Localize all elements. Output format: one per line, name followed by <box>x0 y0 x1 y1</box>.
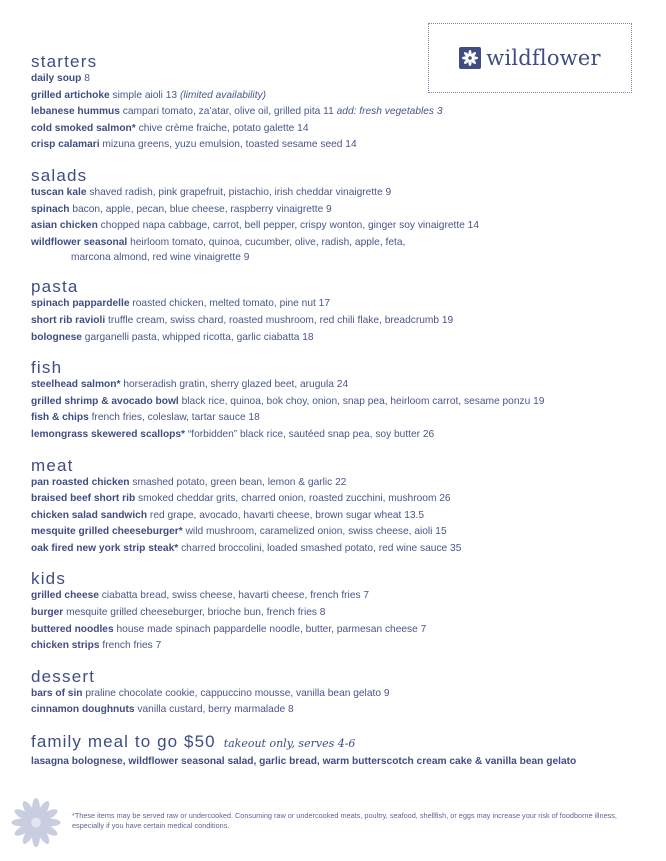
item-description: praline chocolate cookie, cappuccino mousse, vanilla bean gelato 9 <box>85 687 390 699</box>
item-description: simple aioli 13 <box>112 89 178 101</box>
item-description: garganelli pasta, whipped ricotta, garlic ciabatta 18 <box>84 331 314 343</box>
menu-item <box>31 235 641 266</box>
menu-item <box>31 524 641 541</box>
item-description: smoked cheddar grits, charred onion, roasted zucchini, mushroom 26 <box>138 493 451 505</box>
item-name: oak fired new york strip steak* <box>31 542 179 554</box>
item-description: house made spinach pappardelle noodle, butter, parmesan cheese 7 <box>116 623 427 635</box>
menu-section-pasta <box>31 277 641 346</box>
section-title: starters <box>31 52 98 71</box>
menu-item <box>31 686 641 703</box>
item-name: wildflower seasonal <box>31 236 128 248</box>
menu-item <box>31 394 641 411</box>
menu-section-fish <box>31 358 641 443</box>
menu-section-kids <box>31 569 641 654</box>
menu-item <box>31 202 641 219</box>
menu-item <box>31 702 641 719</box>
item-name: chicken salad sandwich <box>31 509 148 521</box>
item-description: charred broccolini, loaded smashed potato, red wine sauce 35 <box>181 542 462 554</box>
item-description: ciabatta bread, swiss cheese, havarti cheese, french fries 7 <box>101 590 370 602</box>
item-name: mesquite grilled cheeseburger* <box>31 526 183 538</box>
item-name: grilled artichoke <box>31 89 110 101</box>
menu-item <box>31 508 641 525</box>
menu-section-dessert <box>31 667 641 719</box>
item-description: campari tomato, za’atar, olive oil, grilled pita 11 <box>122 106 334 118</box>
item-description: french fries, coleslaw, tartar sauce 18 <box>91 412 260 424</box>
item-description: 8 <box>84 73 90 84</box>
menu-item <box>31 313 641 330</box>
menu-item <box>31 605 641 622</box>
menu-item <box>31 377 641 394</box>
section-title: dessert <box>31 666 96 686</box>
menu-item <box>31 330 641 347</box>
item-description: mizuna greens, yuzu emulsion, toasted sesame seed 14 <box>102 139 357 151</box>
menu-item <box>31 71 641 88</box>
item-name: short rib ravioli <box>31 314 106 326</box>
item-description: horseradish gratin, sherry glazed beet, arugula 24 <box>123 379 349 391</box>
item-name: spinach pappardelle <box>31 298 130 310</box>
menu-item <box>31 491 641 508</box>
family-meal-heading: family meal to go $50 <box>31 732 216 752</box>
item-note: (limited availability) <box>179 89 267 101</box>
menu-item <box>31 475 641 492</box>
logo-text: wildflower <box>486 46 601 70</box>
item-name: daily soup <box>31 73 82 84</box>
family-meal-section <box>31 731 641 769</box>
menu-item <box>31 296 641 313</box>
item-name: buttered noodles <box>31 623 114 635</box>
menu-section-meat <box>31 456 641 558</box>
item-description: truffle cream, swiss chard, roasted mushroom, red chili flake, breadcrumb 19 <box>108 314 454 326</box>
item-description: vanilla custard, berry marmalade 8 <box>137 704 294 716</box>
item-description: mesquite grilled cheeseburger, brioche bun, french fries 8 <box>66 607 326 619</box>
menu-item <box>31 638 641 655</box>
menu <box>31 52 641 769</box>
item-name: grilled shrimp & avocado bowl <box>31 395 179 407</box>
item-description: red grape, avocado, havarti cheese, brown sugar wheat 13.5 <box>149 509 425 521</box>
allergy-footnote: *These items may be served raw or undercooked. Consuming raw or undercooked meats, poultry, seafood, shellfish, or eggs may increase your risk of foodborne illness, especially if you have certain medical conditions. <box>72 811 617 830</box>
item-name: braised beef short rib <box>31 493 136 505</box>
item-description: chive crème fraiche, potato galette 14 <box>138 122 309 134</box>
item-name: bars of sin <box>31 687 83 699</box>
item-name: burger <box>31 607 64 619</box>
item-name: lemongrass skewered scallops* <box>31 428 186 440</box>
section-title: pasta <box>31 277 79 297</box>
menu-item <box>31 137 641 154</box>
item-name: tuscan kale <box>31 186 87 198</box>
section-title: salads <box>31 165 88 185</box>
item-name: asian chicken <box>31 220 98 232</box>
menu-item <box>31 541 641 558</box>
item-name: bolognese <box>31 331 82 343</box>
menu-item <box>31 121 641 138</box>
item-description: “forbidden” black rice, sautéed snap pea, soy butter 26 <box>187 428 435 440</box>
item-description: heirloom tomato, quinoa, cucumber, olive, radish, apple, feta, <box>130 236 406 248</box>
item-description: french fries 7 <box>102 640 162 652</box>
section-title: fish <box>31 358 63 378</box>
item-name: steelhead salmon* <box>31 379 121 391</box>
menu-item <box>31 427 641 444</box>
item-description: bacon, apple, pecan, blue cheese, raspberry vinaigrette 9 <box>72 203 332 215</box>
section-title: kids <box>31 569 67 589</box>
item-description: black rice, quinoa, bok choy, onion, snap pea, heirloom carrot, sesame ponzu 19 <box>181 395 545 407</box>
item-description: chopped napa cabbage, carrot, bell pepper, crispy wonton, ginger soy vinaigrette 14 <box>100 220 479 232</box>
menu-section-starters <box>31 52 641 154</box>
item-description: wild mushroom, caramelized onion, swiss cheese, aioli 15 <box>185 526 447 538</box>
section-title: meat <box>31 455 74 475</box>
item-description: shaved radish, pink grapefruit, pistachio, irish cheddar vinaigrette 9 <box>89 186 392 198</box>
menu-item <box>31 104 641 121</box>
item-name: lebanese hummus <box>31 106 120 118</box>
item-name: cinnamon doughnuts <box>31 704 135 716</box>
menu-item <box>31 410 641 427</box>
menu-item <box>31 218 641 235</box>
menu-item <box>31 185 641 202</box>
decorative-flower-icon <box>6 795 66 850</box>
item-name: fish & chips <box>31 412 89 424</box>
item-description: smashed potato, green bean, lemon & garlic 22 <box>132 476 347 488</box>
item-name: pan roasted chicken <box>31 476 130 488</box>
menu-item <box>31 588 641 605</box>
item-name: grilled cheese <box>31 590 99 602</box>
item-name: crisp calamari <box>31 139 100 151</box>
item-name: spinach <box>31 203 70 215</box>
item-description: roasted chicken, melted tomato, pine nut 17 <box>132 298 331 310</box>
item-description-continued: marcona almond, red wine vinaigrette 9 <box>71 252 250 264</box>
family-meal-description: lasagna bolognese, wildflower seasonal salad, garlic bread, warm butterscotch cream cake & vanilla bean gelato <box>31 756 577 768</box>
family-meal-title <box>31 731 641 755</box>
menu-item <box>31 622 641 639</box>
menu-item <box>31 88 641 105</box>
item-name: chicken strips <box>31 640 100 652</box>
item-name: cold smoked salmon* <box>31 122 136 134</box>
family-meal-note: takeout only, serves 4-6 <box>223 737 356 751</box>
menu-section-salads <box>31 166 641 265</box>
item-note: add: fresh vegetables 3 <box>336 106 443 118</box>
